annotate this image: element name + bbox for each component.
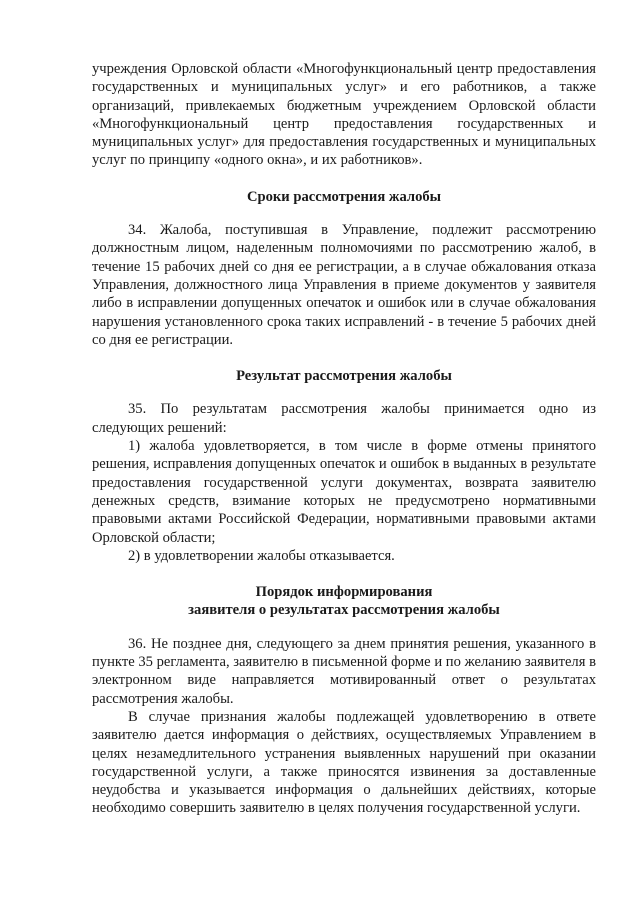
paragraph-34: 34. Жалоба, поступившая в Управление, подлежит рассмотрению должностным лицом, наделенным полномочиями по рассмотрению жалоб, в течение 15 рабочих дней со дня ее регистрации, а в случае обжалования отказа Управления, должностного лица Управления в приеме документов у заявителя либо в исправлении допущенных опечаток и ошибок или в случае обжалования нарушения установленного срока таких исправлений - в течение 5 рабочих дней со дня ее регистрации.	[92, 222, 596, 348]
section-heading-informing-line-2: заявителя о результатах рассмотрения жалобы	[188, 602, 500, 619]
paragraph-intro: учреждения Орловской области «Многофункциональный центр предоставления государственных и муниципальных услуг» и его работников, а также организаций, привлекаемых бюджетным учреждением Орловской области «Многофункциональный центр предоставления государственных и муниципальных услуг» для предоставления государственных и муниципальных услуг по принципу «одного окна», и их работников».	[92, 61, 596, 169]
paragraph-35-item-1: 1) жалоба удовлетворяется, в том числе в форме отмены принятого решения, исправления допущенных опечаток и ошибок в выданных в результате предоставления государственной услуги документах, возврата заявителю денежных средств, взимание которых не предусмотрено нормативными правовыми актами Российской Федерации, нормативными правовыми актами Орловской области;	[92, 438, 596, 546]
paragraph-35-item-2: 2) в удовлетворении жалобы отказывается.	[128, 547, 395, 564]
section-heading-review-period: Сроки рассмотрения жалобы	[246, 188, 442, 205]
paragraph-35: 35. По результатам рассмотрения жалобы принимается одно из следующих решений:	[92, 401, 596, 436]
section-heading-review-result: Результат рассмотрения жалобы	[236, 368, 452, 385]
paragraph-36: 36. Не позднее дня, следующего за днем принятия решения, указанного в пункте 35 регламента, заявителю в письменной форме и по желанию заявителя в электронном виде направляется мотивированный ответ о результатах рассмотрения жалобы.	[92, 635, 596, 707]
paragraph-36-continuation: В случае признания жалобы подлежащей удовлетворению в ответе заявителю дается информация о действиях, осуществляемых Управлением в целях незамедлительного устранения выявленных нарушений при оказании государственной услуги, а также приносятся извинения за доставленные неудобства и указывается информация о дальнейших действиях, которые необходимо совершить заявителю в целях получения государственной услуги.	[92, 708, 596, 817]
section-heading-informing-line-1: Порядок информирования	[255, 584, 433, 601]
document-page	[92, 60, 596, 818]
